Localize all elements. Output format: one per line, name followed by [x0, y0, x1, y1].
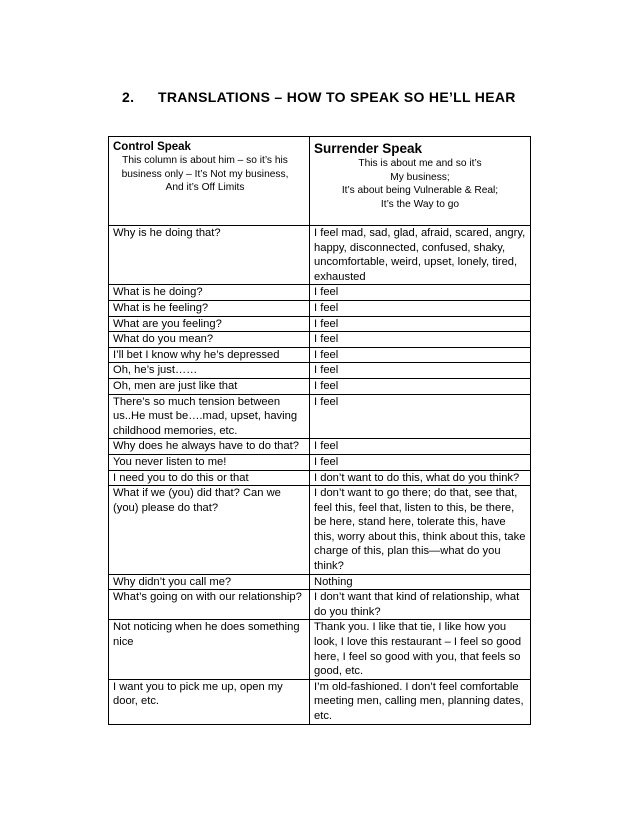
control-speak-cell: You never listen to me! — [109, 454, 310, 470]
table-row — [109, 439, 531, 455]
surrender-speak-cell: I feel mad, sad, glad, afraid, scared, angry, happy, disconnected, confused, shaky, uncomfortable, weird, upset, lonely, tired, exhausted — [310, 226, 531, 285]
control-speak-note-line: This column is about him – so it’s his — [122, 155, 288, 166]
control-speak-cell: There’s so much tension between us..He must be….mad, upset, having childhood memories, etc. — [109, 394, 310, 439]
table-row — [109, 316, 531, 332]
control-speak-cell: Why does he always have to do that? — [109, 439, 310, 455]
surrender-speak-cell: I feel — [310, 347, 531, 363]
surrender-speak-note-line: It’s the Way to go — [380, 198, 460, 210]
surrender-speak-title: Surrender Speak — [314, 141, 423, 156]
control-speak-cell: Not noticing when he does something nice — [109, 620, 310, 679]
surrender-speak-note-line: This is about me and so it’s — [358, 158, 482, 169]
table-row — [109, 486, 531, 575]
control-speak-cell: What’s going on with our relationship? — [109, 590, 310, 620]
control-speak-cell: Why is he doing that? — [109, 226, 310, 285]
surrender-speak-note-line: It’s about being Vulnerable & Real; — [341, 185, 499, 196]
control-speak-title: Control Speak — [113, 141, 191, 153]
surrender-speak-cell: I feel — [310, 454, 531, 470]
control-speak-cell: What if we (you) did that? Can we (you) please do that? — [109, 486, 310, 575]
table-row — [109, 394, 531, 439]
control-speak-note-line: And it’s Off Limits — [165, 182, 245, 193]
surrender-speak-cell: Thank you. I like that tie, I like how you look, I love this restaurant – I feel so good here, I feel so good with you, that feels so good, etc. — [310, 620, 531, 679]
surrender-speak-cell: I feel — [310, 300, 531, 316]
surrender-speak-cell: I feel — [310, 316, 531, 332]
control-speak-cell: I’ll bet I know why he’s depressed — [109, 347, 310, 363]
surrender-speak-cell: I feel — [310, 439, 531, 455]
surrender-speak-cell: I’m old-fashioned. I don’t feel comfortable meeting men, calling men, planning dates, etc. — [310, 679, 531, 724]
control-speak-cell: What are you feeling? — [109, 316, 310, 332]
table-row — [109, 590, 531, 620]
table-row — [109, 378, 531, 394]
surrender-speak-cell: I feel — [310, 285, 531, 301]
surrender-speak-note — [314, 157, 526, 211]
control-speak-cell: What is he feeling? — [109, 300, 310, 316]
section-number: 2. — [122, 89, 135, 105]
surrender-speak-cell: I don’t want to go there; do that, see that, feel this, feel that, listen to this, be there, be here, stand here, tolerate this, have this, worry about this, think about this, take charge of this, plan this—what do you think? — [310, 486, 531, 575]
table-row — [109, 574, 531, 590]
table-row — [109, 363, 531, 379]
surrender-speak-cell: I don’t want that kind of relationship, what do you think? — [310, 590, 531, 620]
surrender-speak-cell: I feel — [310, 332, 531, 348]
control-speak-cell: What do you mean? — [109, 332, 310, 348]
table-header-row — [109, 137, 531, 226]
section-title: TRANSLATIONS – HOW TO SPEAK SO HE’LL HEAR — [158, 89, 516, 105]
table-row — [109, 470, 531, 486]
table-row — [109, 347, 531, 363]
table-row — [109, 226, 531, 285]
control-speak-cell: What is he doing? — [109, 285, 310, 301]
surrender-speak-note-line: My business; — [390, 171, 450, 183]
surrender-speak-cell: I feel — [310, 394, 531, 439]
surrender-speak-header — [310, 137, 531, 226]
table-row — [109, 679, 531, 724]
surrender-speak-cell: I don’t want to do this, what do you think? — [310, 470, 531, 486]
control-speak-note-line: business only – It’s Not my business, — [121, 168, 289, 180]
surrender-speak-cell: I feel — [310, 378, 531, 394]
control-speak-cell: Why didn’t you call me? — [109, 574, 310, 590]
table-row — [109, 620, 531, 679]
translations-table — [108, 136, 531, 725]
table-row — [109, 300, 531, 316]
control-speak-cell: Oh, men are just like that — [109, 378, 310, 394]
control-speak-cell: I need you to do this or that — [109, 470, 310, 486]
control-speak-cell: Oh, he’s just…… — [109, 363, 310, 379]
table-row — [109, 332, 531, 348]
control-speak-header — [109, 137, 310, 226]
section-heading — [122, 89, 516, 105]
surrender-speak-cell: I feel — [310, 363, 531, 379]
table-row — [109, 454, 531, 470]
table-row — [109, 285, 531, 301]
control-speak-cell: I want you to pick me up, open my door, etc. — [109, 679, 310, 724]
surrender-speak-cell: Nothing — [310, 574, 531, 590]
control-speak-note — [113, 154, 305, 195]
